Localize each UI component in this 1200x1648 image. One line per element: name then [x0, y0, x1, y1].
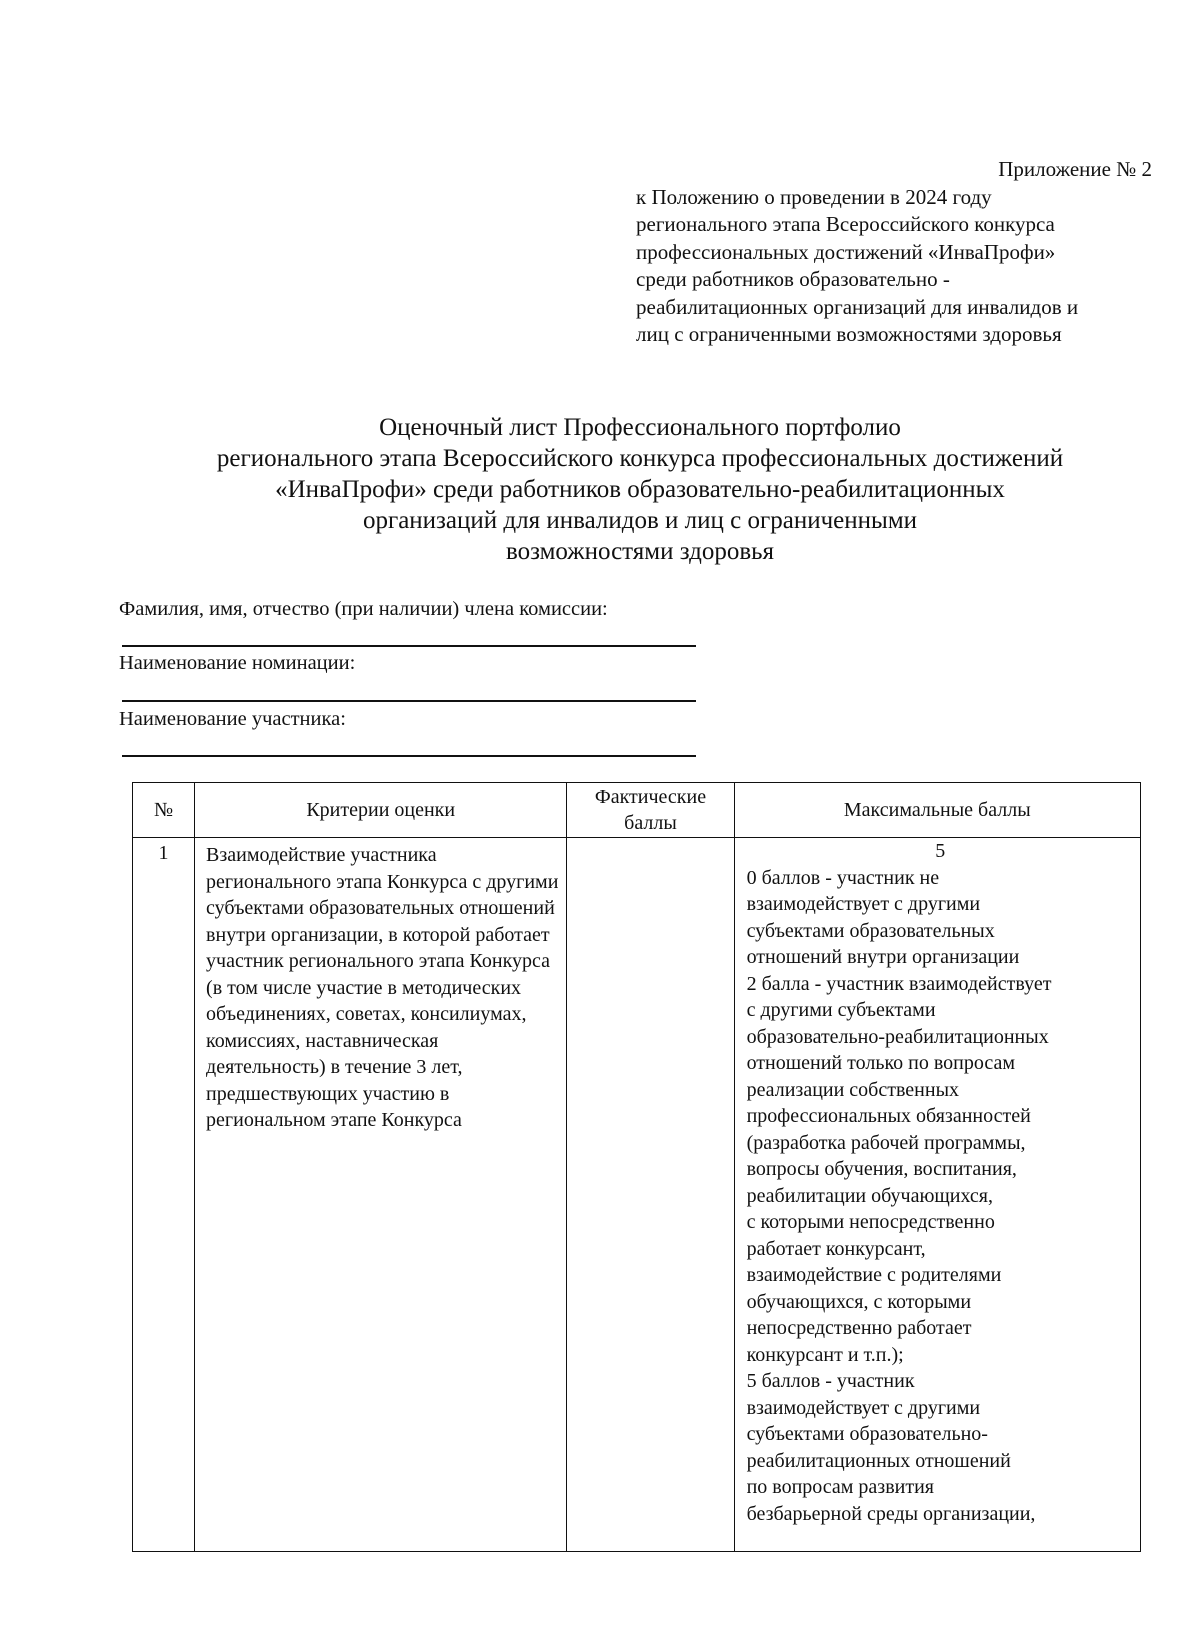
appendix-line: лиц с ограниченными возможностями здоровья: [636, 322, 1062, 346]
max-line: 5 баллов - участник: [746, 1370, 915, 1392]
appendix-line: профессиональных достижений «ИнваПрофи»: [636, 239, 1056, 264]
document-title: [110, 412, 1170, 567]
title-line: «ИнваПрофи» среди работников образовательно-реабилитационных: [275, 476, 1005, 503]
max-line: реабилитации обучающихся,: [746, 1184, 993, 1207]
table-row: [133, 838, 1141, 1552]
max-line: с которыми непосредственно: [746, 1211, 995, 1233]
nomination-line[interactable]: [122, 700, 696, 702]
row-num: 1: [133, 838, 195, 1552]
row-actual-score[interactable]: [567, 838, 734, 1552]
max-line: отношений только по вопросам: [746, 1052, 1016, 1074]
max-line: работает конкурсант,: [746, 1237, 926, 1260]
title-line: возможностями здоровья: [505, 538, 775, 565]
max-line: отношений внутри организации: [746, 946, 1020, 968]
commission-member-label: Фамилия, имя, отчество (при наличии) члена комиссии:: [119, 598, 608, 620]
appendix-line: к Положению о проведении в 2024 году: [636, 184, 992, 209]
max-line: субъектами образовательных: [746, 919, 995, 942]
row-criteria: Взаимодействие участника регионального этапа Конкурса с другими субъектами образовательных отношений внутри организации, в которой работает участник регионального этапа Конкурса (в том числе участие в методических объединениях, советах, консилиумах, комиссиях, наставническая деятельность) в течение 3 лет, предшествующих участию в региональном этапе Конкурса: [195, 838, 567, 1552]
max-value: 5: [935, 840, 946, 862]
nomination-label: Наименование номинации:: [119, 652, 356, 674]
participant-label: Наименование участника:: [119, 708, 346, 730]
appendix-number: Приложение № 2: [998, 157, 1152, 181]
max-line: 2 балла - участник взаимодействует: [746, 972, 1052, 995]
max-line: взаимодействует с другими: [746, 1396, 981, 1419]
header-num: №: [133, 783, 195, 838]
participant-line[interactable]: [122, 755, 696, 757]
max-line: взаимодействие с родителями: [746, 1264, 1002, 1286]
appendix-line: реабилитационных организаций для инвалидов и: [636, 294, 1079, 319]
max-line: реабилитационных отношений: [746, 1449, 1011, 1472]
title-line: Оценочный лист Профессионального портфолио: [379, 414, 901, 441]
max-line: безбарьерной среды организации,: [746, 1502, 1036, 1525]
appendix-line: среди работников образовательно -: [636, 267, 950, 291]
max-line: обучающихся, с которыми: [746, 1290, 972, 1313]
max-line: по вопросам развития: [746, 1476, 934, 1498]
max-line: 0 баллов - участник не: [746, 866, 940, 889]
title-line: регионального этапа Всероссийского конкурса профессиональных достижений: [216, 445, 1064, 472]
appendix-block: [636, 156, 1156, 349]
max-line: непосредственно работает: [746, 1317, 972, 1339]
evaluation-table: [132, 782, 1141, 1552]
max-line: конкурсант и т.п.);: [746, 1343, 904, 1366]
max-line: вопросы обучения, воспитания,: [746, 1158, 1017, 1180]
header-actual: Фактические баллы: [567, 783, 734, 838]
row-max-score: [734, 838, 1140, 1552]
max-line: реализации собственных: [746, 1078, 960, 1101]
header-criteria: Критерии оценки: [195, 783, 567, 838]
max-line: (разработка рабочей программы,: [746, 1131, 1026, 1154]
max-line: образовательно-реабилитационных: [746, 1025, 1049, 1048]
appendix-line: регионального этапа Всероссийского конкурса: [636, 212, 1055, 236]
max-line: взаимодействует с другими: [746, 893, 981, 915]
commission-member-line[interactable]: [122, 645, 696, 647]
header-max: Максимальные баллы: [734, 783, 1140, 838]
max-line: профессиональных обязанностей: [746, 1105, 1031, 1127]
table-header-row: [133, 783, 1141, 838]
title-line: организаций для инвалидов и лиц с ограниченными: [362, 507, 918, 534]
max-line: субъектами образовательно-: [746, 1423, 988, 1445]
max-line: с другими субъектами: [746, 999, 936, 1021]
